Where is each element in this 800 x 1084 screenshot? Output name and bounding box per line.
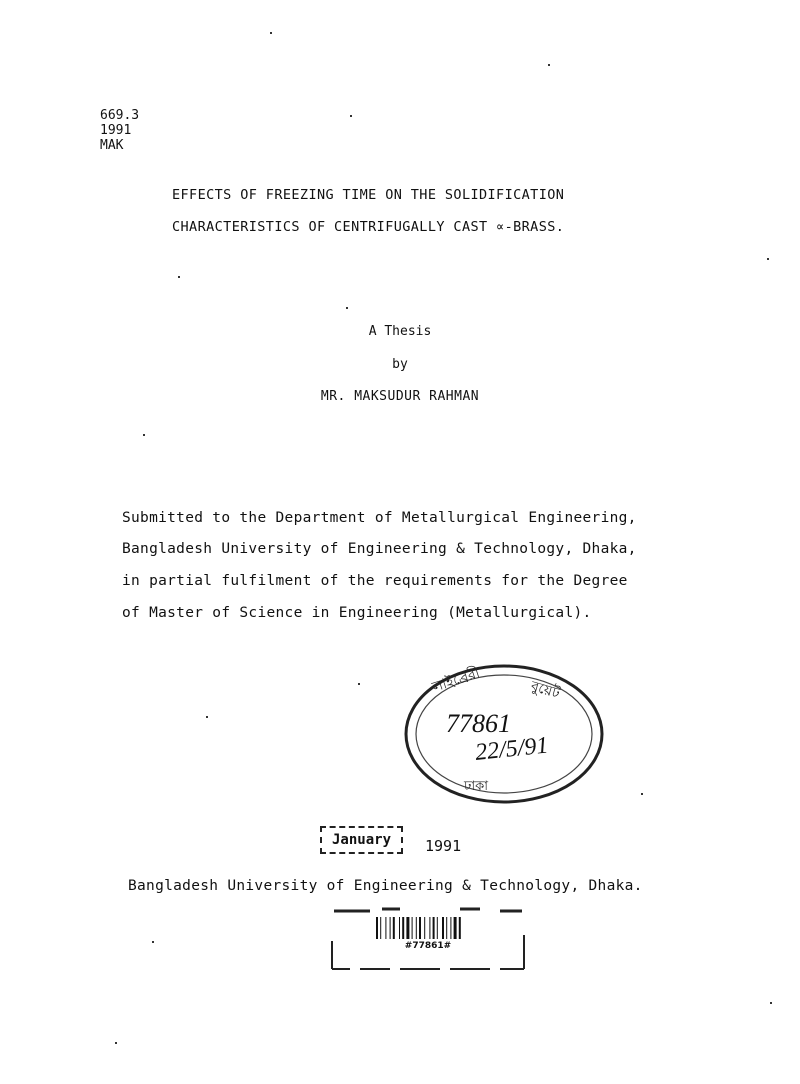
- barcode-bar: [416, 917, 417, 939]
- barcode-bar: [376, 917, 378, 939]
- scan-speck: [770, 1002, 772, 1004]
- barcode-text: #77861#: [404, 941, 452, 951]
- submission-line: in partial fulfilment of the requirements for the Degree: [122, 573, 628, 589]
- date-year: 1991: [425, 837, 462, 855]
- barcode-bar: [385, 917, 386, 939]
- scan-speck: [641, 793, 643, 795]
- scan-speck: [152, 941, 154, 943]
- barcode-bar: [454, 917, 457, 939]
- barcode: [330, 905, 526, 975]
- svg-text:ঢাকা: ঢাকা: [464, 779, 488, 794]
- call-number: [100, 108, 139, 153]
- svg-text:লাইব্রেরী: লাইব্রেরী: [430, 665, 482, 696]
- svg-text:বুয়েট: বুয়েট: [528, 678, 562, 702]
- scan-speck: [346, 307, 348, 309]
- scan-speck: [350, 115, 352, 117]
- barcode-bar: [419, 917, 421, 939]
- barcode-bar: [406, 917, 409, 939]
- barcode-bar: [412, 917, 413, 939]
- scan-speck: [143, 434, 145, 436]
- barcode-bar: [380, 917, 381, 939]
- barcode-bar: [442, 917, 444, 939]
- by-label: by: [392, 357, 408, 372]
- date-month-box: [320, 826, 403, 854]
- scan-speck: [767, 258, 769, 260]
- scan-speck: [548, 64, 550, 66]
- barcode-bar: [450, 917, 451, 939]
- call-number-line: MAK: [100, 138, 124, 153]
- thesis-label: A Thesis: [368, 324, 432, 339]
- barcode-bar: [429, 917, 430, 939]
- barcode-bar: [390, 917, 391, 939]
- barcode-bar: [433, 917, 435, 939]
- submission-line: of Master of Science in Engineering (Metallurgical).: [122, 605, 592, 621]
- date-month: January: [332, 832, 392, 848]
- barcode-bar: [399, 917, 400, 939]
- scan-speck: [358, 683, 360, 685]
- thesis-title-line-1: EFFECTS OF FREEZING TIME ON THE SOLIDIFICATION: [172, 187, 565, 203]
- thesis-title-line-2: CHARACTERISTICS OF CENTRIFUGALLY CAST ∝-BRASS.: [172, 219, 565, 235]
- call-number-line: 1991: [100, 123, 132, 138]
- submission-line: Submitted to the Department of Metallurgical Engineering,: [122, 510, 637, 526]
- barcode-bar: [437, 917, 438, 939]
- barcode-bar: [393, 917, 395, 939]
- barcode-bar: [446, 917, 447, 939]
- scan-speck: [178, 276, 180, 278]
- call-number-line: 669.3: [100, 108, 140, 123]
- submission-line: Bangladesh University of Engineering & Technology, Dhaka,: [122, 541, 637, 557]
- barcode-bar: [424, 917, 425, 939]
- scan-speck: [115, 1042, 117, 1044]
- scan-speck: [270, 32, 272, 34]
- scan-speck: [206, 716, 208, 718]
- barcode-bar: [402, 917, 404, 939]
- stamp-handwritten-date: 22/5/91: [473, 732, 550, 766]
- stamp-handwritten-number: 77861: [446, 709, 511, 738]
- university-line: Bangladesh University of Engineering & Technology, Dhaka.: [128, 878, 643, 894]
- library-stamp: [402, 660, 607, 808]
- barcode-bar: [459, 917, 461, 939]
- author-name: MR. MAKSUDUR RAHMAN: [320, 389, 480, 404]
